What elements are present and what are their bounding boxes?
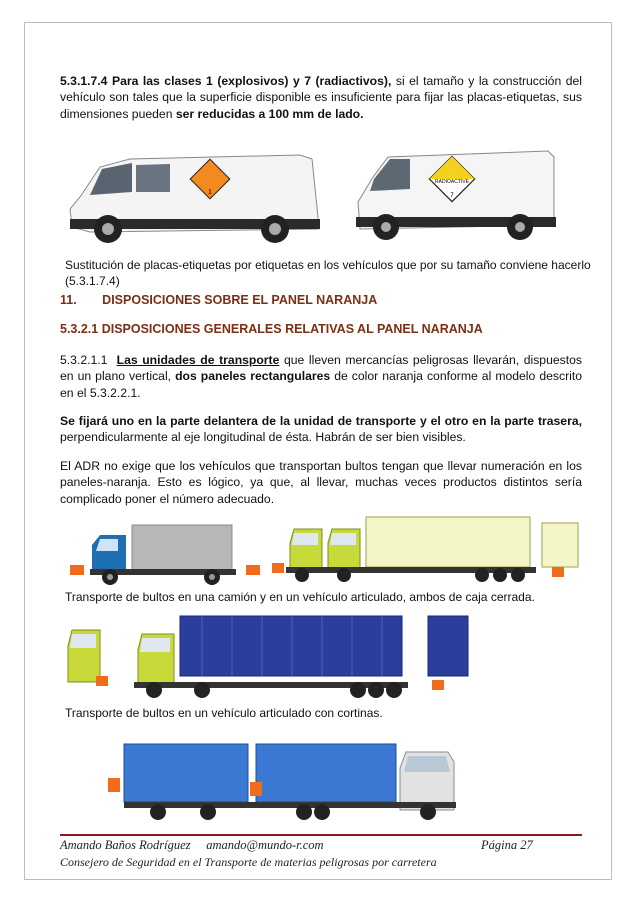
body-text: si el tamaño y la construcción del vehículo son tales que la superficie disponible es insuficiente para fijar las placas-etiquetas, sus dimensiones pueden <box>60 74 582 121</box>
heading-section-11 <box>60 293 377 307</box>
footer-author: Amando Baños Rodríguez <box>60 838 191 852</box>
heading-title: DISPOSICIONES SOBRE EL PANEL NARANJA <box>102 293 378 307</box>
van-with-radioactive-label-image <box>348 137 560 245</box>
rigid-truck-closed-box-image <box>62 517 267 592</box>
bold-classes-text: Para las clases 1 (explosivos) y 7 (radiactivos), <box>111 74 392 88</box>
paragraph-5-3-1-7-4 <box>60 73 582 122</box>
footer-organization: Consejero de Seguridad en el Transporte de materias peligrosas por carretera <box>60 855 437 869</box>
caption-closed-box-trucks: Transporte de bultos en una camión y en un vehículo articulado, ambos de caja cerrada. <box>65 590 535 604</box>
footer-rule <box>60 834 582 836</box>
heading-5-3-2-1: 5.3.2.1 DISPOSICIONES GENERALES RELATIVAS AL PANEL NARANJA <box>60 322 483 336</box>
bold-two-panels: dos paneles rectangulares <box>175 369 331 384</box>
placement-body-text: perpendicularmente al eje longitudinal de ésta. Habrán de ser bien visibles. <box>60 430 466 445</box>
radioactive-label-text: RADIOACTIVE <box>435 179 469 185</box>
bold-reduced-text: ser reducidas a 100 mm de lado. <box>175 106 364 121</box>
section-number: 5.3.1.7.4 <box>60 74 108 88</box>
van-with-explosive-label-image <box>60 137 330 250</box>
body-text-2: de color naranja conforme al modelo descrito en el 5.3.2.2.1. <box>60 369 583 400</box>
heading-number: 11. <box>60 293 77 307</box>
paragraph-5-3-2-1-1 <box>60 352 582 401</box>
radioactive-label-number: 7 <box>450 193 454 199</box>
bold-placement-text: Se fijará uno en la parte delantera de la unidad de transporte y el otro en la parte trasera, <box>60 414 582 428</box>
caption-curtain-truck: Transporte de bultos en un vehículo articulado con cortinas. <box>65 706 383 720</box>
explosive-label-number: 1 <box>208 189 212 196</box>
para-number: 5.3.2.1.1 <box>60 353 108 367</box>
underlined-transport-units: Las unidades de transporte <box>116 353 280 367</box>
articulated-truck-closed-box-image <box>272 513 584 593</box>
articulated-truck-curtain-image <box>62 610 472 702</box>
footer-author-line <box>60 838 324 853</box>
caption-van-labels: Sustitución de placas-etiquetas por etiquetas en los vehículos que por su tamaño conviene hacerlo (5.3.1.7.4) <box>65 258 591 288</box>
road-train-blue-box-image <box>108 738 488 828</box>
footer-email[interactable]: amando@mundo-r.com <box>206 838 324 852</box>
body-text-1: que lleven mercancías peligrosas llevarán, dispuestos en un plano vertical, <box>60 353 582 384</box>
paragraph-placement <box>60 413 582 446</box>
footer-page-number: Página 27 <box>481 838 533 852</box>
paragraph-adr: El ADR no exige que los vehículos que transportan bultos tengan que llevar numeración en los paneles-naranja. Esto es lógico, ya que, al llevar, muchas veces productos distintos sería complicado poner el número adecuado. <box>60 459 582 506</box>
